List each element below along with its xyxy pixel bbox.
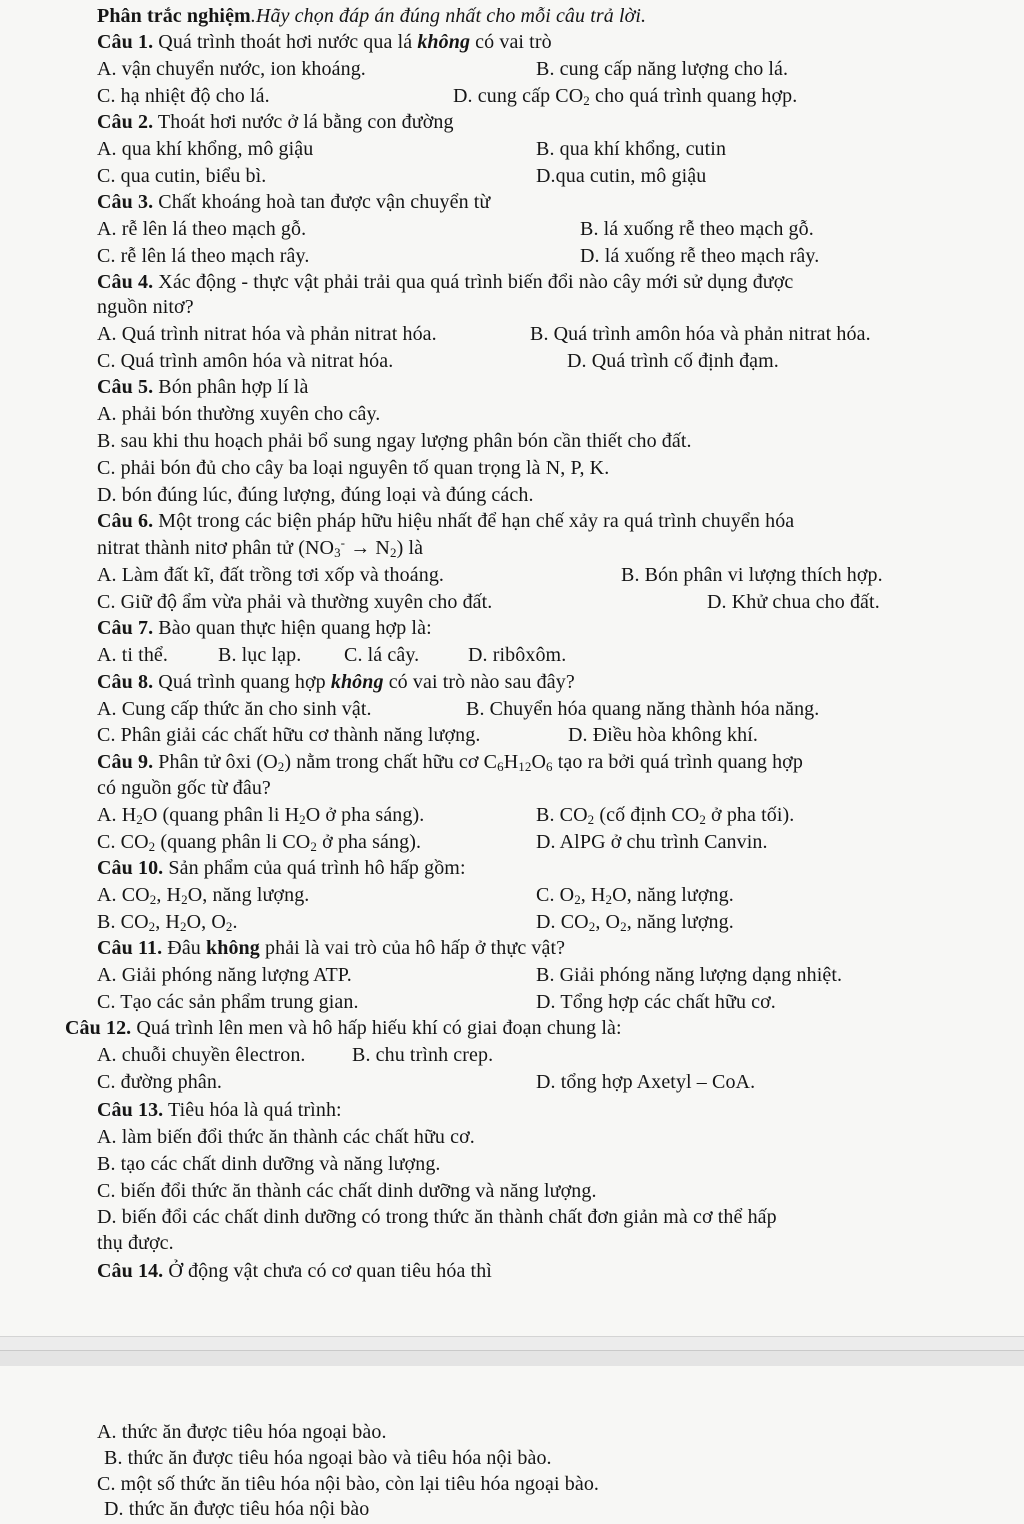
question-number: Câu 1.: [97, 31, 154, 53]
option-b: B. thức ăn được tiêu hóa ngoại bào và tiêu hóa nội bào.: [104, 1447, 552, 1469]
subscript: 6: [546, 759, 553, 774]
question-7: [97, 616, 432, 640]
question-10: [97, 856, 466, 880]
question-text: nitrat thành nitơ phân tử (NO: [97, 537, 335, 559]
option-b: B. Chuyển hóa quang năng thành hóa năng.: [466, 698, 820, 720]
question-number: Câu 14.: [97, 1260, 164, 1282]
option-a: A. chuỗi chuyền êlectron.: [97, 1044, 306, 1066]
question-text: ) nằm trong chất hữu cơ C: [284, 751, 498, 773]
question-13: [97, 1098, 342, 1122]
question-text: có vai trò: [475, 31, 552, 53]
option-d: D. Tổng hợp các chất hữu cơ.: [536, 991, 776, 1013]
subscript: 2: [588, 919, 596, 934]
question-2: [97, 110, 454, 134]
subscript: 2: [148, 919, 156, 934]
question-number: Câu 7.: [97, 617, 154, 639]
option-b: B. lục lạp.: [218, 644, 302, 666]
question-text: có vai trò nào sau đây?: [388, 671, 575, 693]
option-a: [97, 803, 424, 827]
option-text: O ở pha sáng).: [305, 804, 425, 826]
option-a: A. Cung cấp thức ăn cho sinh vật.: [97, 698, 372, 720]
option-text: ở pha tối).: [711, 804, 795, 826]
option-text: , H: [580, 884, 606, 906]
formula-text: O: [531, 751, 547, 773]
option-text: (cố định CO: [599, 804, 700, 826]
option-d: D. Khử chua cho đất.: [707, 591, 880, 613]
question-number: Câu 11.: [97, 937, 163, 959]
option-a: [97, 883, 309, 907]
section-header: [97, 4, 646, 28]
option-d: D. AlPG ở chu trình Canvin.: [536, 831, 768, 853]
option-b: B. chu trình crep.: [352, 1044, 494, 1066]
option-c: C. hạ nhiệt độ cho lá.: [97, 85, 270, 107]
emphasis: không: [330, 671, 384, 693]
question-text: Một trong các biện pháp hữu hiệu nhất để hạn chế xảy ra quá trình chuyển hóa: [158, 510, 795, 532]
subscript: 2: [310, 839, 317, 854]
option-c: C. Phân giải các chất hữu cơ thành năng lượng.: [97, 724, 481, 746]
option-c: [536, 883, 734, 907]
question-text: Phân tử ôxi (O: [158, 751, 278, 773]
subscript: 3: [334, 545, 341, 560]
superscript: -: [340, 535, 346, 550]
question-9: [97, 750, 803, 774]
subscript: 2: [389, 545, 397, 560]
option-text: D. CO: [536, 911, 589, 933]
option-c: C. đường phân.: [97, 1071, 223, 1093]
subscript: 2: [179, 919, 187, 934]
question-text: ) là: [396, 537, 424, 559]
question-3: [97, 190, 490, 214]
question-number: Câu 12.: [65, 1017, 132, 1039]
question-14: [97, 1259, 492, 1283]
option-a: A. rễ lên lá theo mạch gỗ.: [97, 218, 307, 240]
question-text: Sản phẩm của quá trình hô hấp gồm:: [168, 857, 466, 879]
option-d: [453, 84, 797, 108]
subscript: 2: [225, 919, 233, 934]
option-text: B. CO: [536, 804, 588, 826]
option-c: [97, 830, 421, 854]
question-text: Ở động vật chưa có cơ quan tiêu hóa thì: [168, 1260, 492, 1282]
question-text-cont: có nguồn gốc từ đâu?: [97, 777, 271, 799]
question-text: Quá trình lên men và hô hấp hiếu khí có giai đoạn chung là:: [136, 1017, 622, 1039]
page-separator: [0, 1336, 1024, 1351]
option-d: D. Điều hòa không khí.: [568, 724, 758, 746]
option-d-cont: thụ được.: [97, 1232, 174, 1254]
option-text: (quang phân li CO: [160, 831, 311, 853]
subscript: 2: [136, 812, 143, 827]
option-text: , năng lượng.: [626, 911, 734, 933]
option-text: , O: [595, 911, 621, 933]
option-b: B. qua khí khổng, cutin: [536, 138, 727, 160]
option-b: B. lá xuống rễ theo mạch gỗ.: [580, 218, 814, 240]
option-d: D. Quá trình cố định đạm.: [567, 350, 779, 372]
question-number: Câu 2.: [97, 111, 154, 133]
option-text: O, năng lượng.: [187, 884, 310, 906]
option-b: B. sau khi thu hoạch phải bổ sung ngay lượng phân bón cần thiết cho đất.: [97, 430, 692, 452]
option-a: A. ti thể.: [97, 644, 168, 666]
option-c: C. một số thức ăn tiêu hóa nội bào, còn lại tiêu hóa ngoại bào.: [97, 1473, 600, 1495]
option-text: , H: [155, 911, 180, 933]
question-number: Câu 5.: [97, 376, 154, 398]
subscript: 2: [699, 812, 706, 827]
question-text: phải là vai trò của hô hấp ở thực vật?: [265, 937, 566, 959]
option-c: C. rễ lên lá theo mạch rây.: [97, 245, 310, 267]
question-text: Bón phân hợp lí là: [158, 376, 309, 398]
option-a: A. phải bón thường xuyên cho cây.: [97, 403, 381, 425]
subscript: 2: [181, 892, 188, 907]
question-number: Câu 8.: [97, 671, 154, 693]
subscript: 2: [148, 839, 156, 854]
option-text: .: [232, 911, 238, 933]
question-number: Câu 13.: [97, 1099, 164, 1121]
question-text: Chất khoáng hoà tan được vận chuyển từ: [158, 191, 491, 213]
question-1: [97, 30, 552, 54]
subscript: 2: [149, 892, 157, 907]
question-4: [97, 270, 793, 294]
question-text: → N: [350, 537, 390, 559]
option-text: A. H: [97, 804, 137, 826]
option-b: B. Quá trình amôn hóa và phản nitrat hóa.: [530, 323, 871, 345]
option-text: , H: [156, 884, 182, 906]
option-b: B. Giải phóng năng lượng dạng nhiệt.: [536, 964, 843, 986]
subscript: 12: [518, 759, 532, 774]
question-number: Câu 3.: [97, 191, 154, 213]
question-text: Đâu: [167, 937, 201, 959]
option-d: D. thức ăn được tiêu hóa nội bào: [104, 1498, 370, 1520]
question-5: [97, 375, 308, 399]
subscript: 2: [277, 759, 285, 774]
option-a: A. làm biến đổi thức ăn thành các chất hữu cơ.: [97, 1126, 475, 1148]
subscript: 2: [605, 892, 613, 907]
subscript: 2: [299, 812, 306, 827]
question-text: Quá trình thoát hơi nước qua lá: [158, 31, 413, 53]
option-a: A. Làm đất kĩ, đất trồng tơi xốp và thoáng.: [97, 564, 445, 586]
option-c: C. qua cutin, biểu bì.: [97, 165, 267, 187]
option-b: [97, 910, 238, 934]
question-text: Xác động - thực vật phải trải qua quá trình biến đổi nào cây mới sử dụng được: [158, 271, 794, 293]
question-number: Câu 4.: [97, 271, 154, 293]
question-text: Thoát hơi nước ở lá bằng con đường: [157, 111, 454, 133]
option-d: D. tổng hợp Axetyl – CoA.: [536, 1071, 756, 1093]
option-text: B. CO: [97, 911, 149, 933]
option-d: D.qua cutin, mô giậu: [536, 165, 707, 187]
option-a: A. vận chuyển nước, ion khoáng.: [97, 58, 366, 80]
question-text: Bào quan thực hiện quang hợp là:: [158, 617, 432, 639]
question-number: Câu 6.: [97, 510, 154, 532]
option-text: A. CO: [97, 884, 150, 906]
option-b: B. cung cấp năng lượng cho lá.: [536, 58, 789, 80]
option-text: C. O: [536, 884, 575, 906]
question-text: tạo ra bởi quá trình quang hợp: [557, 751, 803, 773]
question-number: Câu 9.: [97, 751, 154, 773]
emphasis: không: [417, 31, 471, 53]
question-6: [97, 509, 794, 533]
option-a: A. thức ăn được tiêu hóa ngoại bào.: [97, 1421, 387, 1443]
subscript: 2: [574, 892, 581, 907]
subscript: 2: [587, 812, 595, 827]
option-c: C. lá cây.: [344, 644, 420, 666]
option-d: D. biến đổi các chất dinh dưỡng có trong thức ăn thành chất đơn giản mà cơ thể hấp: [97, 1206, 777, 1228]
emphasis: không: [206, 937, 260, 959]
option-a: A. qua khí khổng, mô giậu: [97, 138, 314, 160]
option-b: [536, 803, 794, 827]
option-d: D. ribôxôm.: [468, 644, 567, 666]
option-c: C. Tạo các sản phẩm trung gian.: [97, 991, 359, 1013]
question-11: [97, 936, 565, 960]
option-c: C. phải bón đủ cho cây ba loại nguyên tố quan trọng là N, P, K.: [97, 457, 610, 479]
option-c: C. Quá trình amôn hóa và nitrat hóa.: [97, 350, 394, 372]
option-b: B. Bón phân vi lượng thích hợp.: [621, 564, 883, 586]
option-text: C. CO: [97, 831, 149, 853]
option-a: A. Giải phóng năng lượng ATP.: [97, 964, 352, 986]
question-text: Quá trình quang hợp: [158, 671, 326, 693]
option-d: D. bón đúng lúc, đúng lượng, đúng loại và đúng cách.: [97, 484, 534, 506]
question-text-cont: nguồn nitơ?: [97, 296, 194, 318]
option-text: O, O: [186, 911, 226, 933]
option-text: D. cung cấp CO: [453, 85, 584, 107]
option-d: D. lá xuống rễ theo mạch rây.: [580, 245, 820, 267]
question-12: [65, 1016, 622, 1040]
option-c: C. Giữ độ ẩm vừa phải và thường xuyên cho đất.: [97, 591, 493, 613]
question-text-cont: [97, 536, 423, 560]
section-label: Phân trắc nghiệm: [97, 5, 251, 27]
option-text: O (quang phân li H: [142, 804, 300, 826]
subscript: 2: [583, 93, 590, 108]
option-text: ở pha sáng).: [322, 831, 422, 853]
question-8: [97, 670, 575, 694]
question-text: Tiêu hóa là quá trình:: [168, 1099, 342, 1121]
formula-text: H: [503, 751, 519, 773]
option-c: C. biến đổi thức ăn thành các chất dinh dưỡng và năng lượng.: [97, 1180, 597, 1202]
subscript: 6: [497, 759, 504, 774]
section-instruction: .Hãy chọn đáp án đúng nhất cho mỗi câu trả lời.: [250, 5, 647, 27]
subscript: 2: [620, 919, 627, 934]
option-b: B. tạo các chất dinh dưỡng và năng lượng.: [97, 1153, 441, 1175]
question-number: Câu 10.: [97, 857, 164, 879]
option-text: O, năng lượng.: [612, 884, 734, 906]
option-d: [536, 910, 734, 934]
option-text: cho quá trình quang hợp.: [594, 85, 798, 107]
option-a: A. Quá trình nitrat hóa và phản nitrat hóa.: [97, 323, 437, 345]
